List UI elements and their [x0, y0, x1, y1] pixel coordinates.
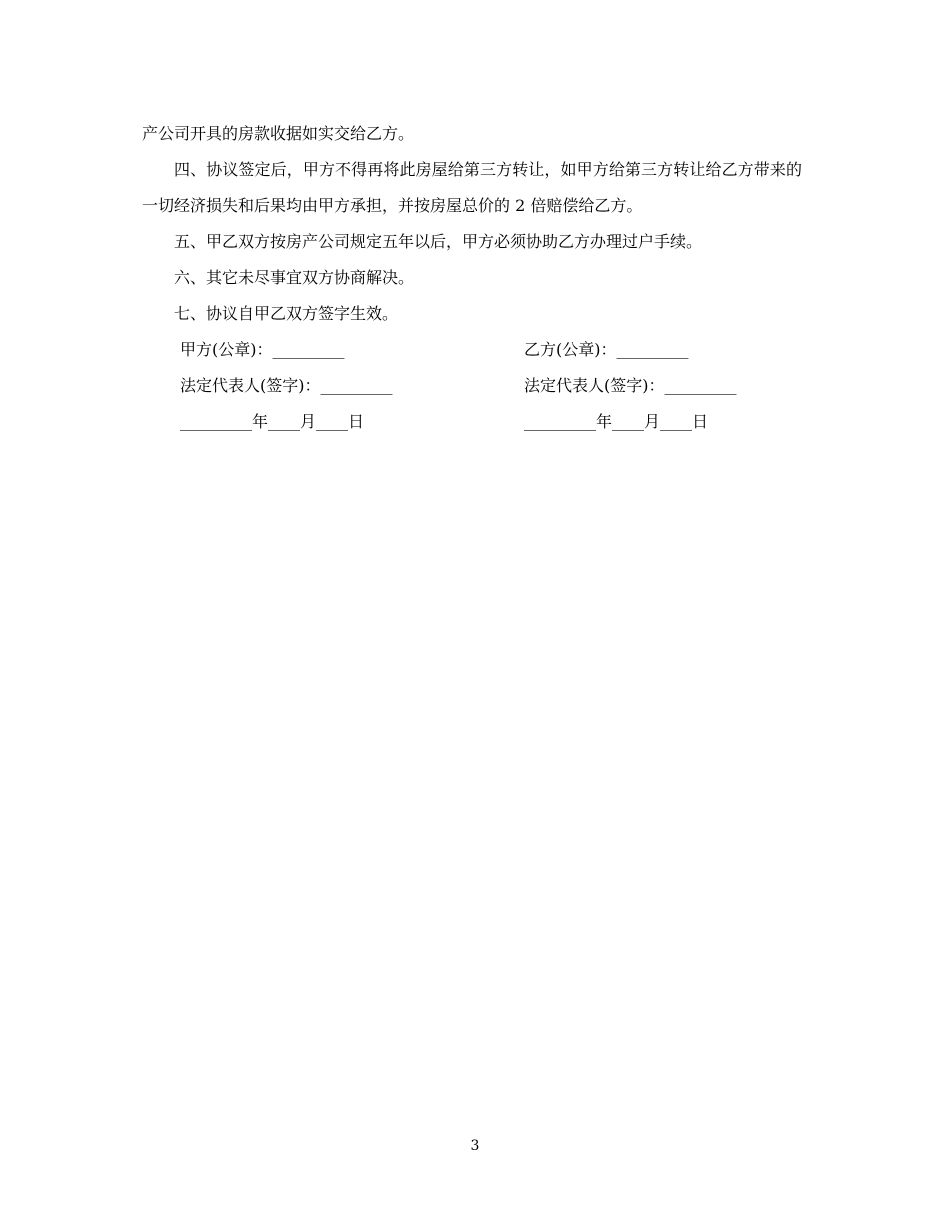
document-body [142, 116, 802, 440]
party-b-date-line: _________年____月____日 [524, 412, 709, 431]
signature-row-date [142, 404, 802, 440]
party-a-date-line: _________年____月____日 [180, 412, 365, 431]
paragraph-clause-5: 五、甲乙双方按房产公司规定五年以后，甲方必须协助乙方办理过户手续。 [174, 232, 703, 251]
paragraph-clause-7: 七、协议自甲乙双方签字生效。 [174, 304, 399, 323]
signature-row-representative [142, 368, 802, 404]
paragraph-clause-4: 四、协议签定后，甲方不得再将此房屋给第三方转让，如甲方给第三方转让给乙方带来的一切经济损失和后果均由甲方承担，并按房屋总价的 2 倍赔偿给乙方。 [142, 160, 802, 215]
party-a-representative-line: 法定代表人(签字)：_________ [180, 376, 393, 395]
party-b-seal-line: 乙方(公章)：_________ [524, 340, 689, 359]
party-b-representative-line: 法定代表人(签字)：_________ [524, 376, 737, 395]
paragraph-continuation: 产公司开具的房款收据如实交给乙方。 [142, 124, 415, 143]
page-number: 3 [470, 1138, 480, 1154]
party-a-seal-line: 甲方(公章)：_________ [180, 340, 345, 359]
signature-row-seal [142, 332, 802, 368]
paragraph-clause-6: 六、其它未尽事宜双方协商解决。 [174, 268, 415, 287]
